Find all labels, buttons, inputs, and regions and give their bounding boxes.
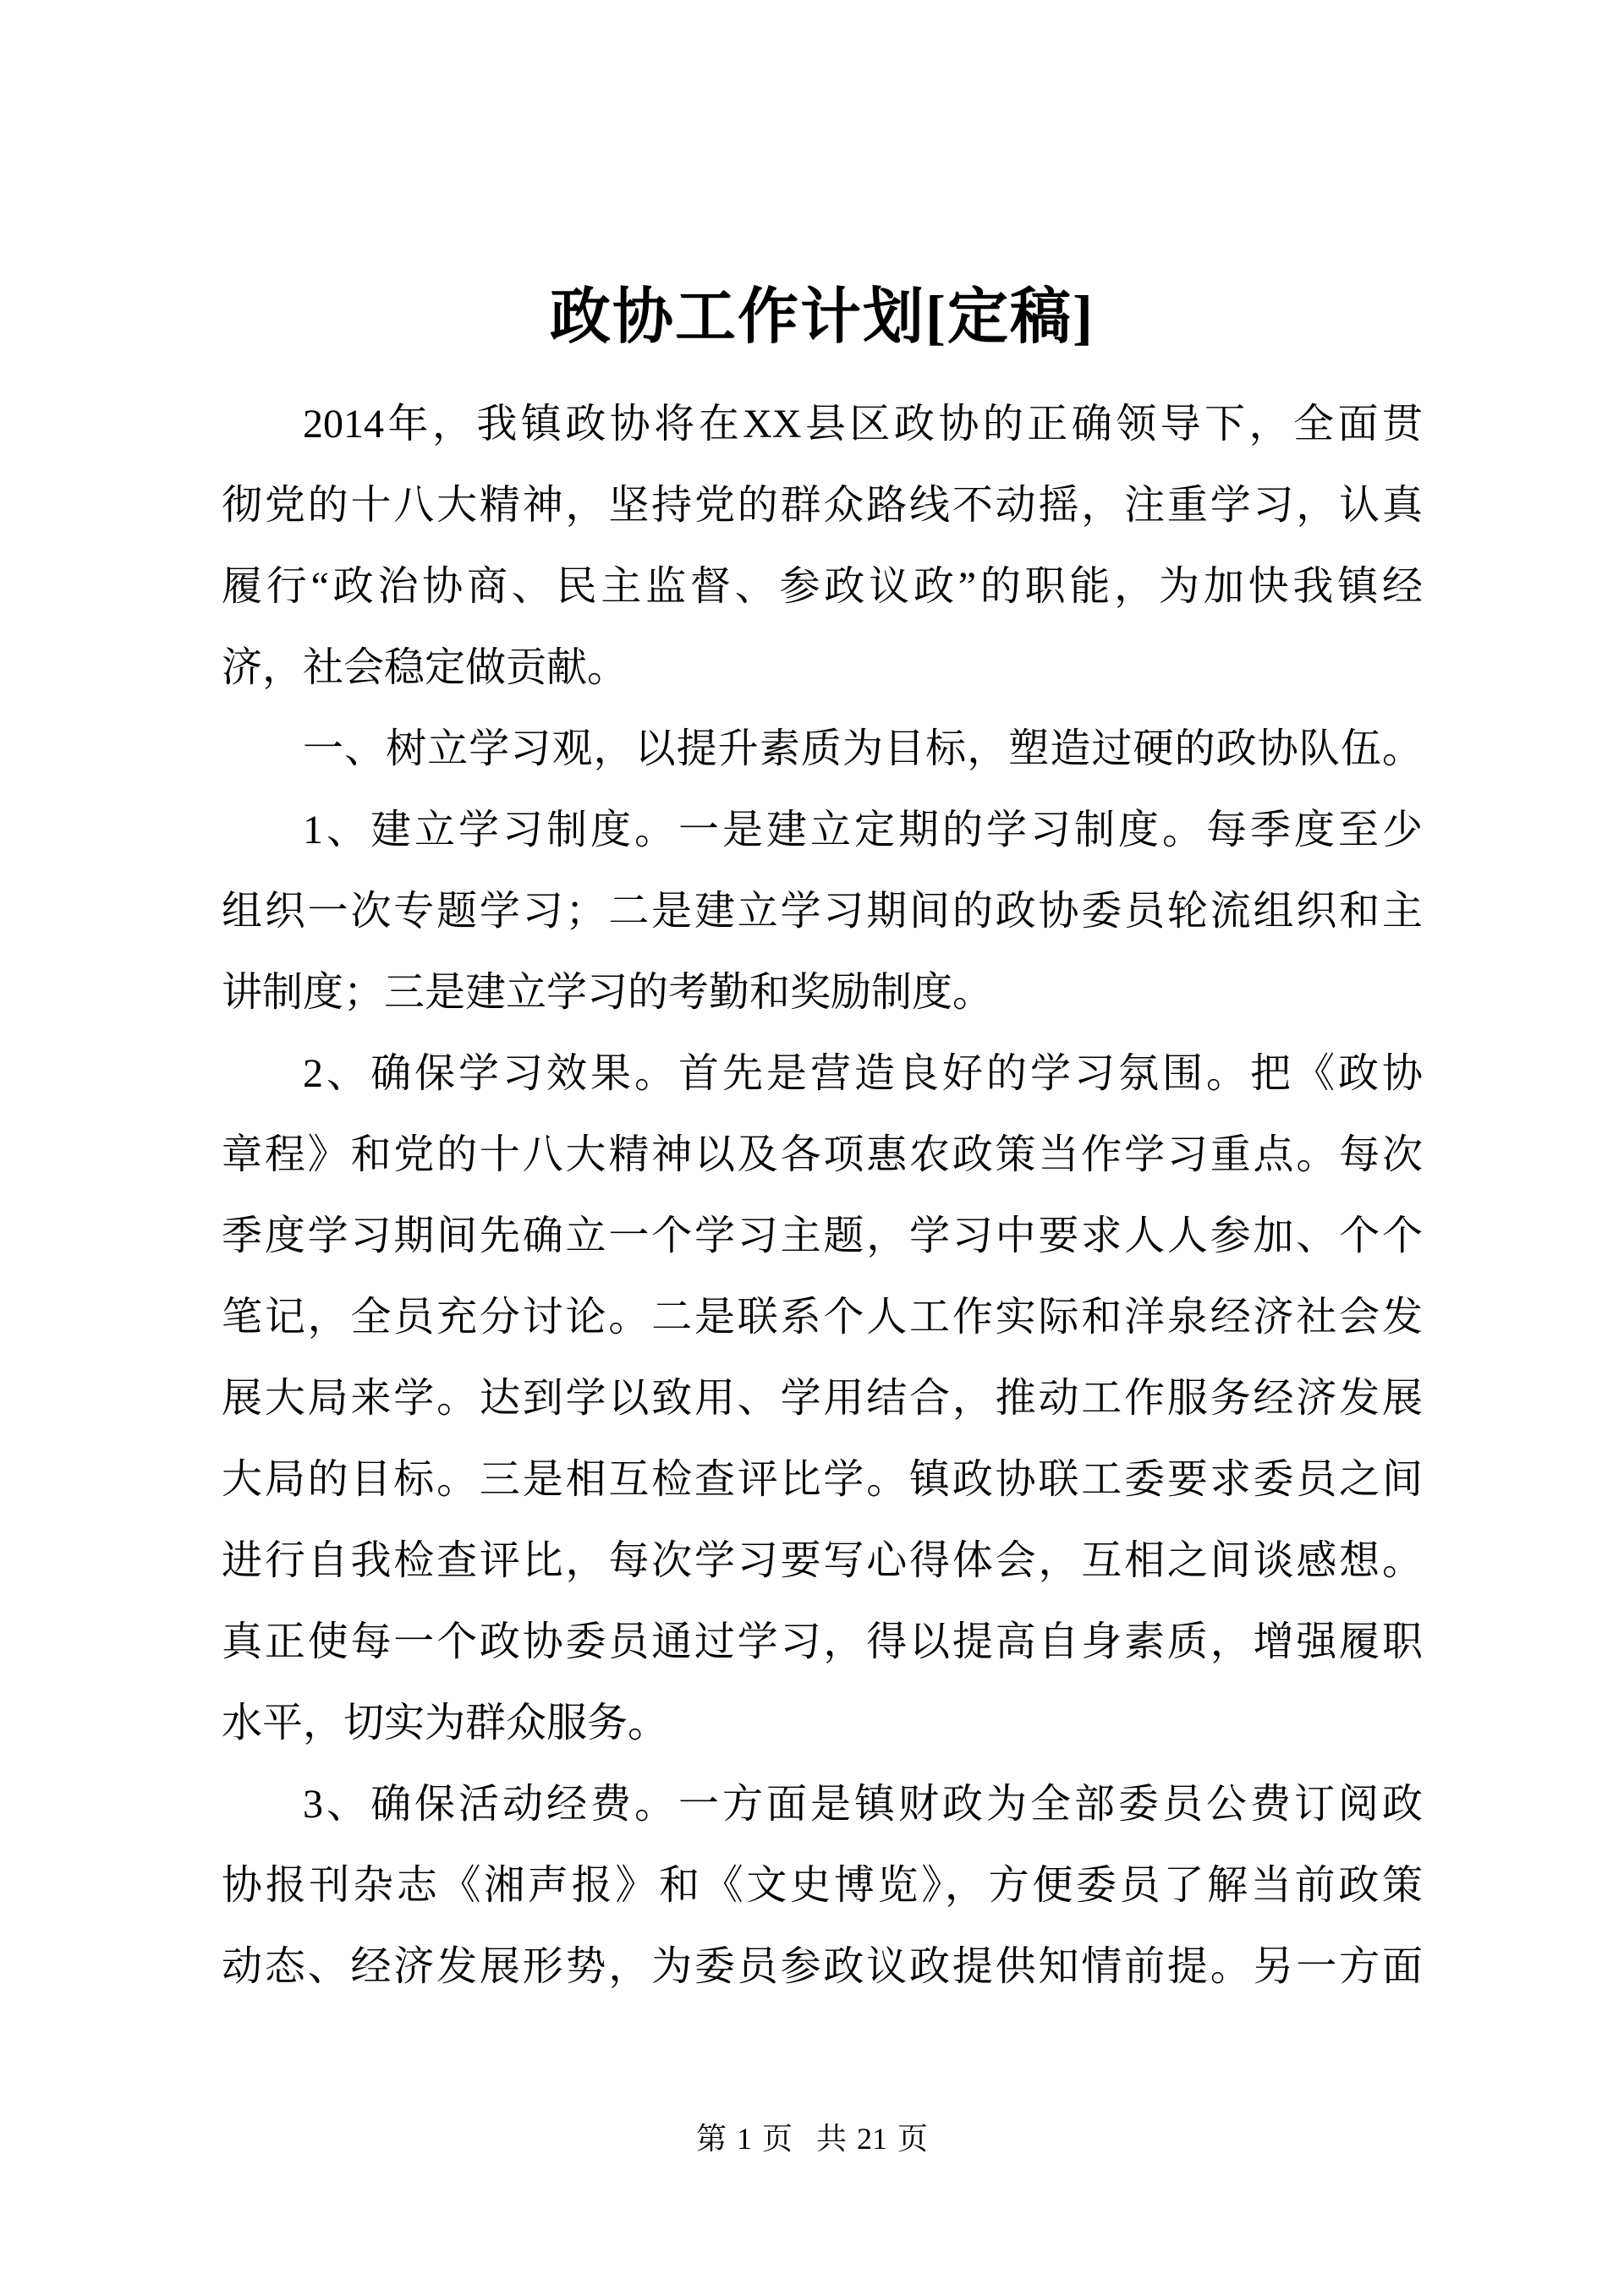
text-line: 组织一次专题学习；二是建立学习期间的政协委员轮流组织和主	[222, 889, 1423, 934]
document-body	[222, 384, 1423, 2008]
text-line: 进行自我检查评比，每次学习要写心得体会，互相之间谈感想。	[222, 1538, 1423, 1583]
paragraph	[222, 1764, 1423, 2008]
text-line: 大局的目标。三是相互检查评比学。镇政协联工委要求委员之间	[222, 1457, 1423, 1502]
text-line: 水平，切实为群众服务。	[222, 1701, 669, 1745]
text-line: 济，社会稳定做贡献。	[222, 645, 628, 690]
text-line: 协报刊杂志《湘声报》和《文史博览》，方便委员了解当前政策	[222, 1863, 1423, 1908]
footer-total-pages: 21	[857, 2122, 888, 2156]
text-line: 3、确保活动经费。一方面是镇财政为全部委员公费订阅政	[303, 1782, 1423, 1827]
document-title: 政协工作计划[定稿]	[550, 283, 1095, 351]
text-line: 2014年，我镇政协将在XX县区政协的正确领导下，全面贯	[303, 402, 1423, 447]
paragraph	[222, 1033, 1423, 1764]
footer-total-unit: 页	[897, 2122, 929, 2156]
text-line: 履行“政治协商、民主监督、参政议政”的职能，为加快我镇经	[222, 564, 1423, 609]
page-footer	[0, 2120, 1624, 2157]
text-line: 讲制度；三是建立学习的考勤和奖励制度。	[222, 970, 994, 1015]
text-line: 一、树立学习观，以提升素质为目标，塑造过硬的政协队伍。	[303, 726, 1423, 771]
text-line: 季度学习期间先确立一个学习主题，学习中要求人人参加、个个	[222, 1214, 1423, 1258]
paragraph	[222, 384, 1423, 709]
text-line: 1、建立学习制度。一是建立定期的学习制度。每季度至少	[303, 808, 1423, 852]
text-line: 2、确保学习效果。首先是营造良好的学习氛围。把《政协	[303, 1051, 1423, 1096]
text-line: 彻党的十八大精神，坚持党的群众路线不动摇，注重学习，认真	[222, 483, 1423, 528]
text-line: 真正使每一个政协委员通过学习，得以提高自身素质，增强履职	[222, 1619, 1423, 1664]
text-line: 笔记，全员充分讨论。二是联系个人工作实际和洋泉经济社会发	[222, 1295, 1423, 1340]
footer-prefix: 第	[695, 2122, 727, 2156]
text-line: 动态、经济发展形势，为委员参政议政提供知情前提。另一方面	[222, 1944, 1423, 1989]
paragraph	[222, 790, 1423, 1033]
footer-page-unit: 页	[761, 2122, 793, 2156]
text-line: 展大局来学。达到学以致用、学用结合，推动工作服务经济发展	[222, 1376, 1423, 1421]
paragraph	[222, 709, 1423, 790]
footer-current-page: 1	[736, 2122, 752, 2156]
text-line: 章程》和党的十八大精神以及各项惠农政策当作学习重点。每次	[222, 1132, 1423, 1177]
footer-conjunction: 共	[816, 2122, 848, 2156]
